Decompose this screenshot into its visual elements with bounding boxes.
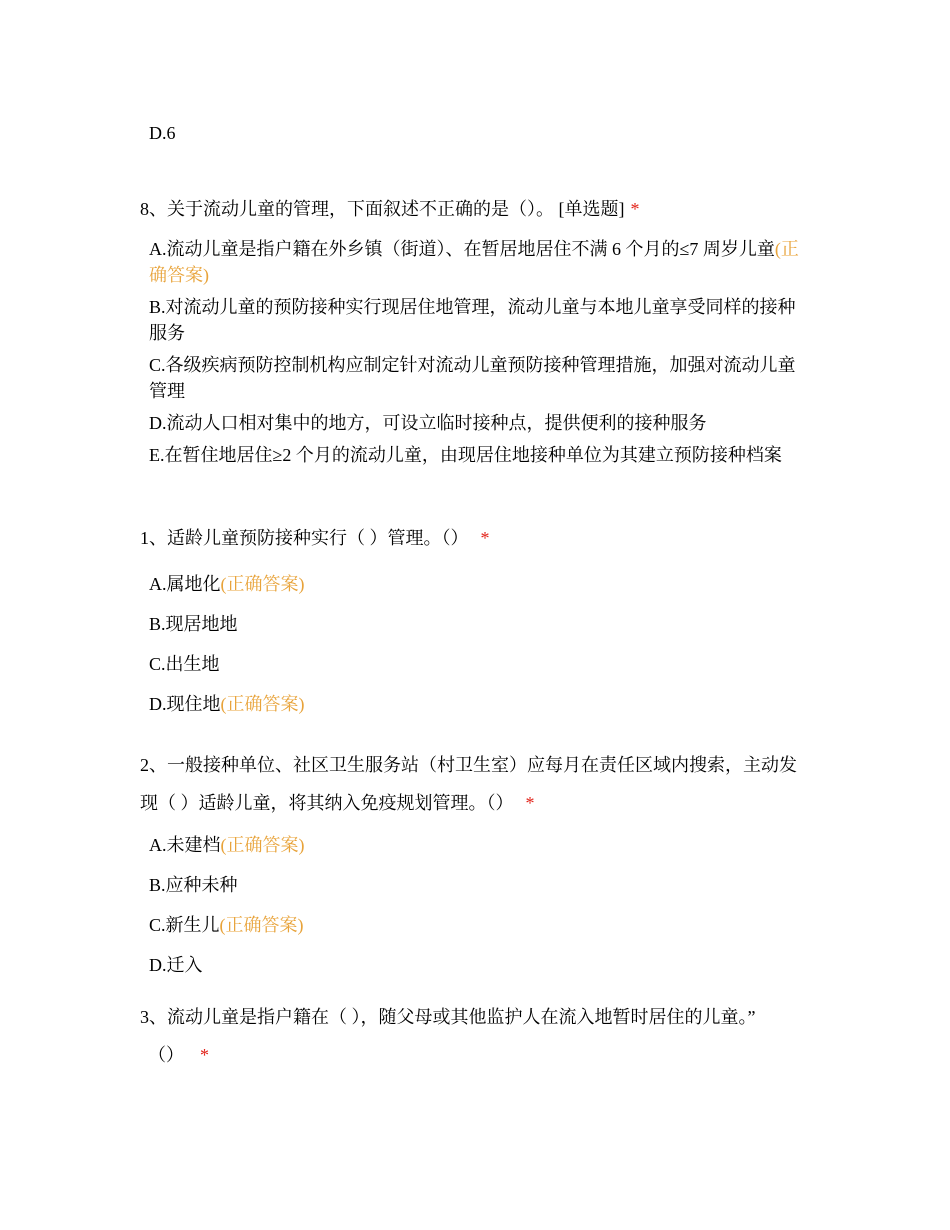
question-title-text: 2、一般接种单位、社区卫生服务站（村卫生室）应每月在责任区域内搜索，主动发现（ ）适龄儿童，将其纳入免疫规划管理。（）	[140, 755, 797, 813]
option-text: C.出生地	[149, 654, 220, 674]
option-a	[149, 832, 804, 858]
correct-answer-mark: (正确答案)	[220, 574, 305, 594]
required-star: *	[630, 199, 640, 219]
option-text: A.属地化	[149, 574, 221, 594]
question-title-text: 8、关于流动儿童的管理，下面叙述不正确的是（）。 [单选题]	[140, 199, 625, 219]
option-b	[149, 872, 804, 898]
question-8	[140, 196, 810, 468]
option-text: A.流动儿童是指户籍在外乡镇（街道）、在暂居地居住不满 6 个月的≤7 周岁儿童	[149, 239, 775, 259]
option-text: D.流动人口相对集中的地方，可设立临时接种点，提供便利的接种服务	[149, 413, 707, 433]
option-b	[149, 294, 804, 346]
question-title-cont-text: （）	[148, 1045, 184, 1065]
question-title	[140, 196, 810, 222]
option-e	[149, 442, 804, 468]
correct-answer-mark: (正确答案)	[220, 694, 305, 714]
previous-question-tail	[140, 120, 810, 146]
option-c	[149, 651, 804, 677]
option-d	[149, 952, 804, 978]
required-star: *	[200, 1045, 209, 1065]
option-b	[149, 611, 804, 637]
option-text: A.未建档	[149, 835, 221, 855]
option-text: D.现住地	[149, 694, 221, 714]
correct-answer-mark: (正确答案)	[220, 835, 305, 855]
required-star: *	[525, 793, 535, 813]
question-title-text: 3、流动儿童是指户籍在（ ），随父母或其他监护人在流入地暂时居住的儿童。”	[140, 1007, 756, 1027]
option-c	[149, 912, 804, 938]
option-text: B.应种未种	[149, 875, 238, 895]
option-c	[149, 352, 804, 404]
option-text: B.现居地地	[149, 614, 238, 634]
option-d	[149, 691, 804, 717]
required-star: *	[480, 528, 490, 548]
option-text: B.对流动儿童的预防接种实行现居住地管理，流动儿童与本地儿童享受同样的接种服务	[149, 297, 796, 343]
option-a	[149, 571, 804, 597]
correct-answer-mark: (正确答案)	[219, 915, 304, 935]
option-text: C.各级疾病预防控制机构应制定针对流动儿童预防接种管理措施，加强对流动儿童管理	[149, 355, 796, 401]
question-3	[140, 1004, 810, 1068]
option-a	[149, 236, 804, 288]
question-title	[140, 525, 810, 551]
question-1	[140, 525, 810, 717]
question-2	[140, 746, 810, 978]
option-text: E.在暂住地居住≥2 个月的流动儿童，由现居住地接种单位为其建立预防接种档案	[149, 445, 782, 465]
question-title-continuation	[140, 1042, 810, 1068]
option-text: C.新生儿	[149, 915, 220, 935]
question-title	[140, 746, 810, 822]
correct-answer-mark: (正确答案)	[149, 239, 799, 285]
option-d: D.6	[149, 123, 176, 143]
question-title-line	[140, 1004, 810, 1030]
question-title-text: 1、适龄儿童预防接种实行（ ）管理。（）	[140, 528, 469, 548]
option-text: D.迁入	[149, 955, 203, 975]
option-d	[149, 410, 804, 436]
